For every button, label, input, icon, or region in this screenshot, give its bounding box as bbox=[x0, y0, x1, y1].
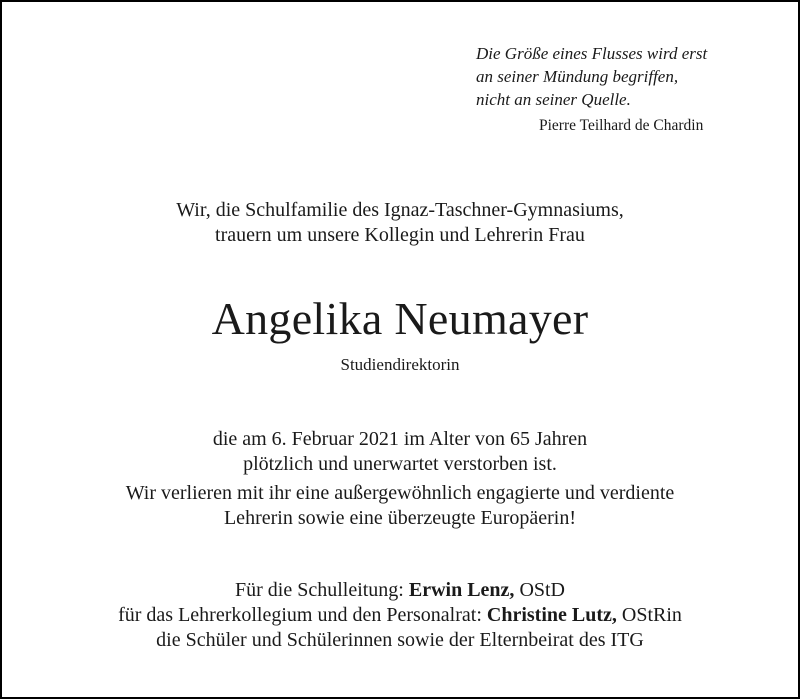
deceased-title: Studiendirektorin bbox=[340, 355, 460, 374]
signatory-prefix: Für die Schulleitung: bbox=[234, 579, 409, 601]
tribute-text bbox=[0, 481, 800, 531]
deceased-name: Angelika Neumayer bbox=[211, 293, 589, 344]
signatory-students: die Schüler und Schülerinnen sowie der Elternbeirat des ITG bbox=[156, 629, 644, 651]
tribute-line: Wir verlieren mit ihr eine außergewöhnlich engagierte und verdiente bbox=[125, 482, 675, 504]
signatories bbox=[0, 578, 800, 653]
death-line: plötzlich und unerwartet verstorben ist. bbox=[243, 453, 557, 475]
signatory-school-management bbox=[0, 578, 800, 603]
quote-line: nicht an seiner Quelle. bbox=[476, 90, 631, 109]
intro-line: Wir, die Schulfamilie des Ignaz-Taschner-Gymnasiums, bbox=[176, 199, 624, 221]
quote-line: Die Größe eines Flusses wird erst bbox=[476, 44, 708, 63]
signatory-name: Christine Lutz, bbox=[486, 604, 617, 626]
tribute-line: Lehrerin sowie eine überzeugte Europäerin! bbox=[223, 507, 577, 529]
death-notice bbox=[0, 427, 800, 477]
death-line: die am 6. Februar 2021 im Alter von 65 Jahren bbox=[212, 428, 588, 450]
signatory-suffix: OStRin bbox=[616, 604, 682, 626]
quote-author: Pierre Teilhard de Chardin bbox=[539, 117, 704, 134]
signatory-name: Erwin Lenz, bbox=[408, 579, 515, 601]
intro-line: trauern um unsere Kollegin und Lehrerin Frau bbox=[215, 224, 585, 246]
quote-line: an seiner Mündung begriffen, bbox=[476, 67, 679, 86]
signatory-suffix: OStD bbox=[514, 579, 566, 601]
signatory-staff bbox=[0, 603, 800, 628]
intro-text bbox=[0, 198, 800, 248]
epigraph-quote bbox=[476, 42, 776, 137]
signatory-prefix: für das Lehrerkollegium und den Personalrat: bbox=[118, 604, 487, 626]
